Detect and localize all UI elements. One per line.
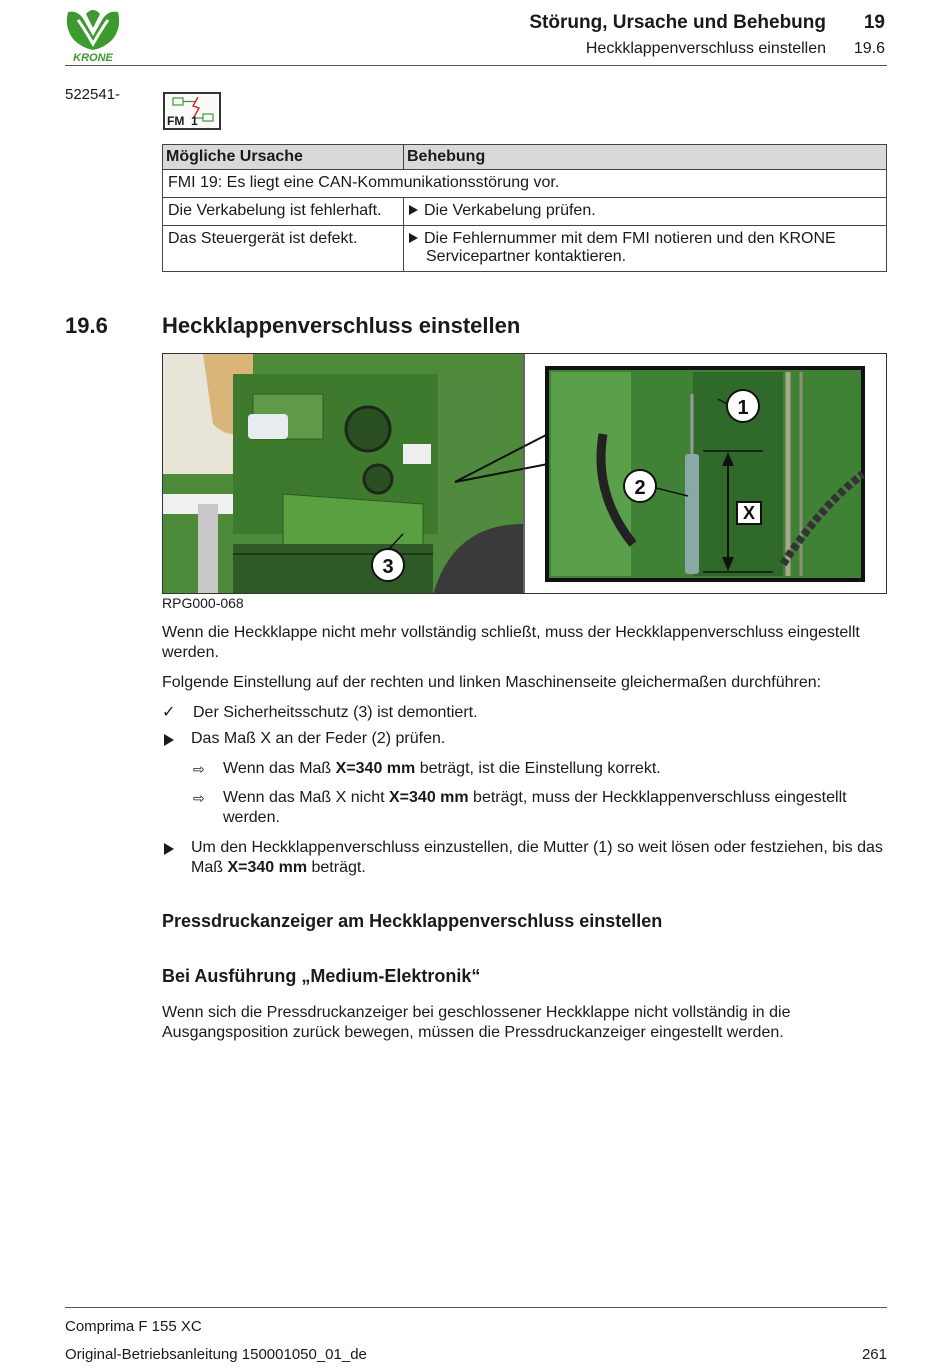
section-number-header: 19.6: [853, 40, 885, 57]
callout-3: 3: [382, 556, 394, 578]
table-row: [163, 198, 887, 226]
footer-model: Comprima F 155 XC: [65, 1318, 202, 1335]
svg-text:KRONE: KRONE: [73, 52, 113, 64]
dimension-x-label: X: [742, 503, 756, 523]
step-bullet-icon: [164, 733, 174, 751]
paragraph-pressdruck: Wenn sich die Pressdruckanzeiger bei geschlossener Heckklappe nicht vollständig in die Ausgangsposition zurück bewegen, müssen die Pressdruckanzeiger eingestellt werden.: [162, 1004, 791, 1041]
result-1-text: Wenn das Maß X=340 mm beträgt, ist die Einstellung korrekt.: [223, 760, 661, 777]
krone-logo: [64, 6, 122, 64]
footer-divider: [65, 1307, 887, 1308]
section-number: 19.6: [65, 313, 108, 338]
error-code: 522541-: [65, 86, 121, 103]
figure-caption: RPG000-068: [162, 595, 244, 611]
fm-icon: [163, 92, 221, 130]
paragraph-intro: Wenn die Heckklappe nicht mehr vollständig schließt, muss der Heckklappenverschluss eingestellt werden.: [162, 624, 860, 661]
table-row: [163, 226, 887, 272]
subsection-heading: Bei Ausführung „Medium-Elektronik“: [162, 966, 481, 986]
header-divider: [65, 65, 887, 66]
fm-label: FM: [167, 114, 185, 128]
precondition-text: Der Sicherheitsschutz (3) ist demontiert.: [193, 704, 478, 721]
checkmark-icon: ✓: [162, 704, 176, 721]
result-2-text: Wenn das Maß X nicht X=340 mm beträgt, muss der Heckklappenverschluss eingestellt werden.: [223, 789, 847, 826]
table-cell-remedy: Die Verkabelung prüfen.: [404, 198, 887, 226]
result-arrow-icon: ⇨: [193, 790, 205, 806]
callout-2: 2: [634, 477, 646, 499]
step-2-text: Um den Heckklappenverschluss einzustellen, die Mutter (1) so weit lösen oder festziehen, bis das Maß X=340 mm beträgt.: [191, 839, 883, 876]
table-cell-cause: Die Verkabelung ist fehlerhaft.: [163, 198, 404, 226]
step-bullet-icon: [164, 842, 174, 860]
step-1-text: Das Maß X an der Feder (2) prüfen.: [191, 730, 446, 747]
result-arrow-icon: ⇨: [193, 761, 205, 777]
page-number: 261: [861, 1346, 887, 1363]
error-table: [162, 144, 887, 272]
chapter-title: Störung, Ursache und Behebung: [529, 12, 826, 33]
subsection-heading: Pressdruckanzeiger am Heckklappenverschluss einstellen: [162, 911, 663, 931]
table-header-remedy: Behebung: [404, 145, 887, 170]
section-title: Heckklappenverschluss einstellen: [162, 313, 521, 338]
section-title-header: Heckklappenverschluss einstellen: [585, 40, 826, 57]
footer-manual: Original-Betriebsanleitung 150001050_01_de: [65, 1346, 367, 1363]
triangle-bullet-icon: [409, 205, 418, 215]
table-cell-remedy: Die Fehlernummer mit dem FMI notieren und den KRONE Servicepartner kontaktieren.: [404, 226, 887, 272]
table-fmi-row: FMI 19: Es liegt eine CAN-Kommunikationsstörung vor.: [163, 170, 887, 198]
triangle-bullet-icon: [409, 233, 418, 243]
table-cell-cause: Das Steuergerät ist defekt.: [163, 226, 404, 272]
table-header-cause: Mögliche Ursache: [163, 145, 404, 170]
callout-1: 1: [737, 397, 749, 419]
chapter-number: 19: [863, 12, 885, 33]
paragraph-instruction: Folgende Einstellung auf der rechten und linken Maschinenseite gleichermaßen durchführen:: [162, 674, 822, 691]
fm-number: 1: [191, 114, 198, 128]
figure-photo: [162, 353, 887, 594]
